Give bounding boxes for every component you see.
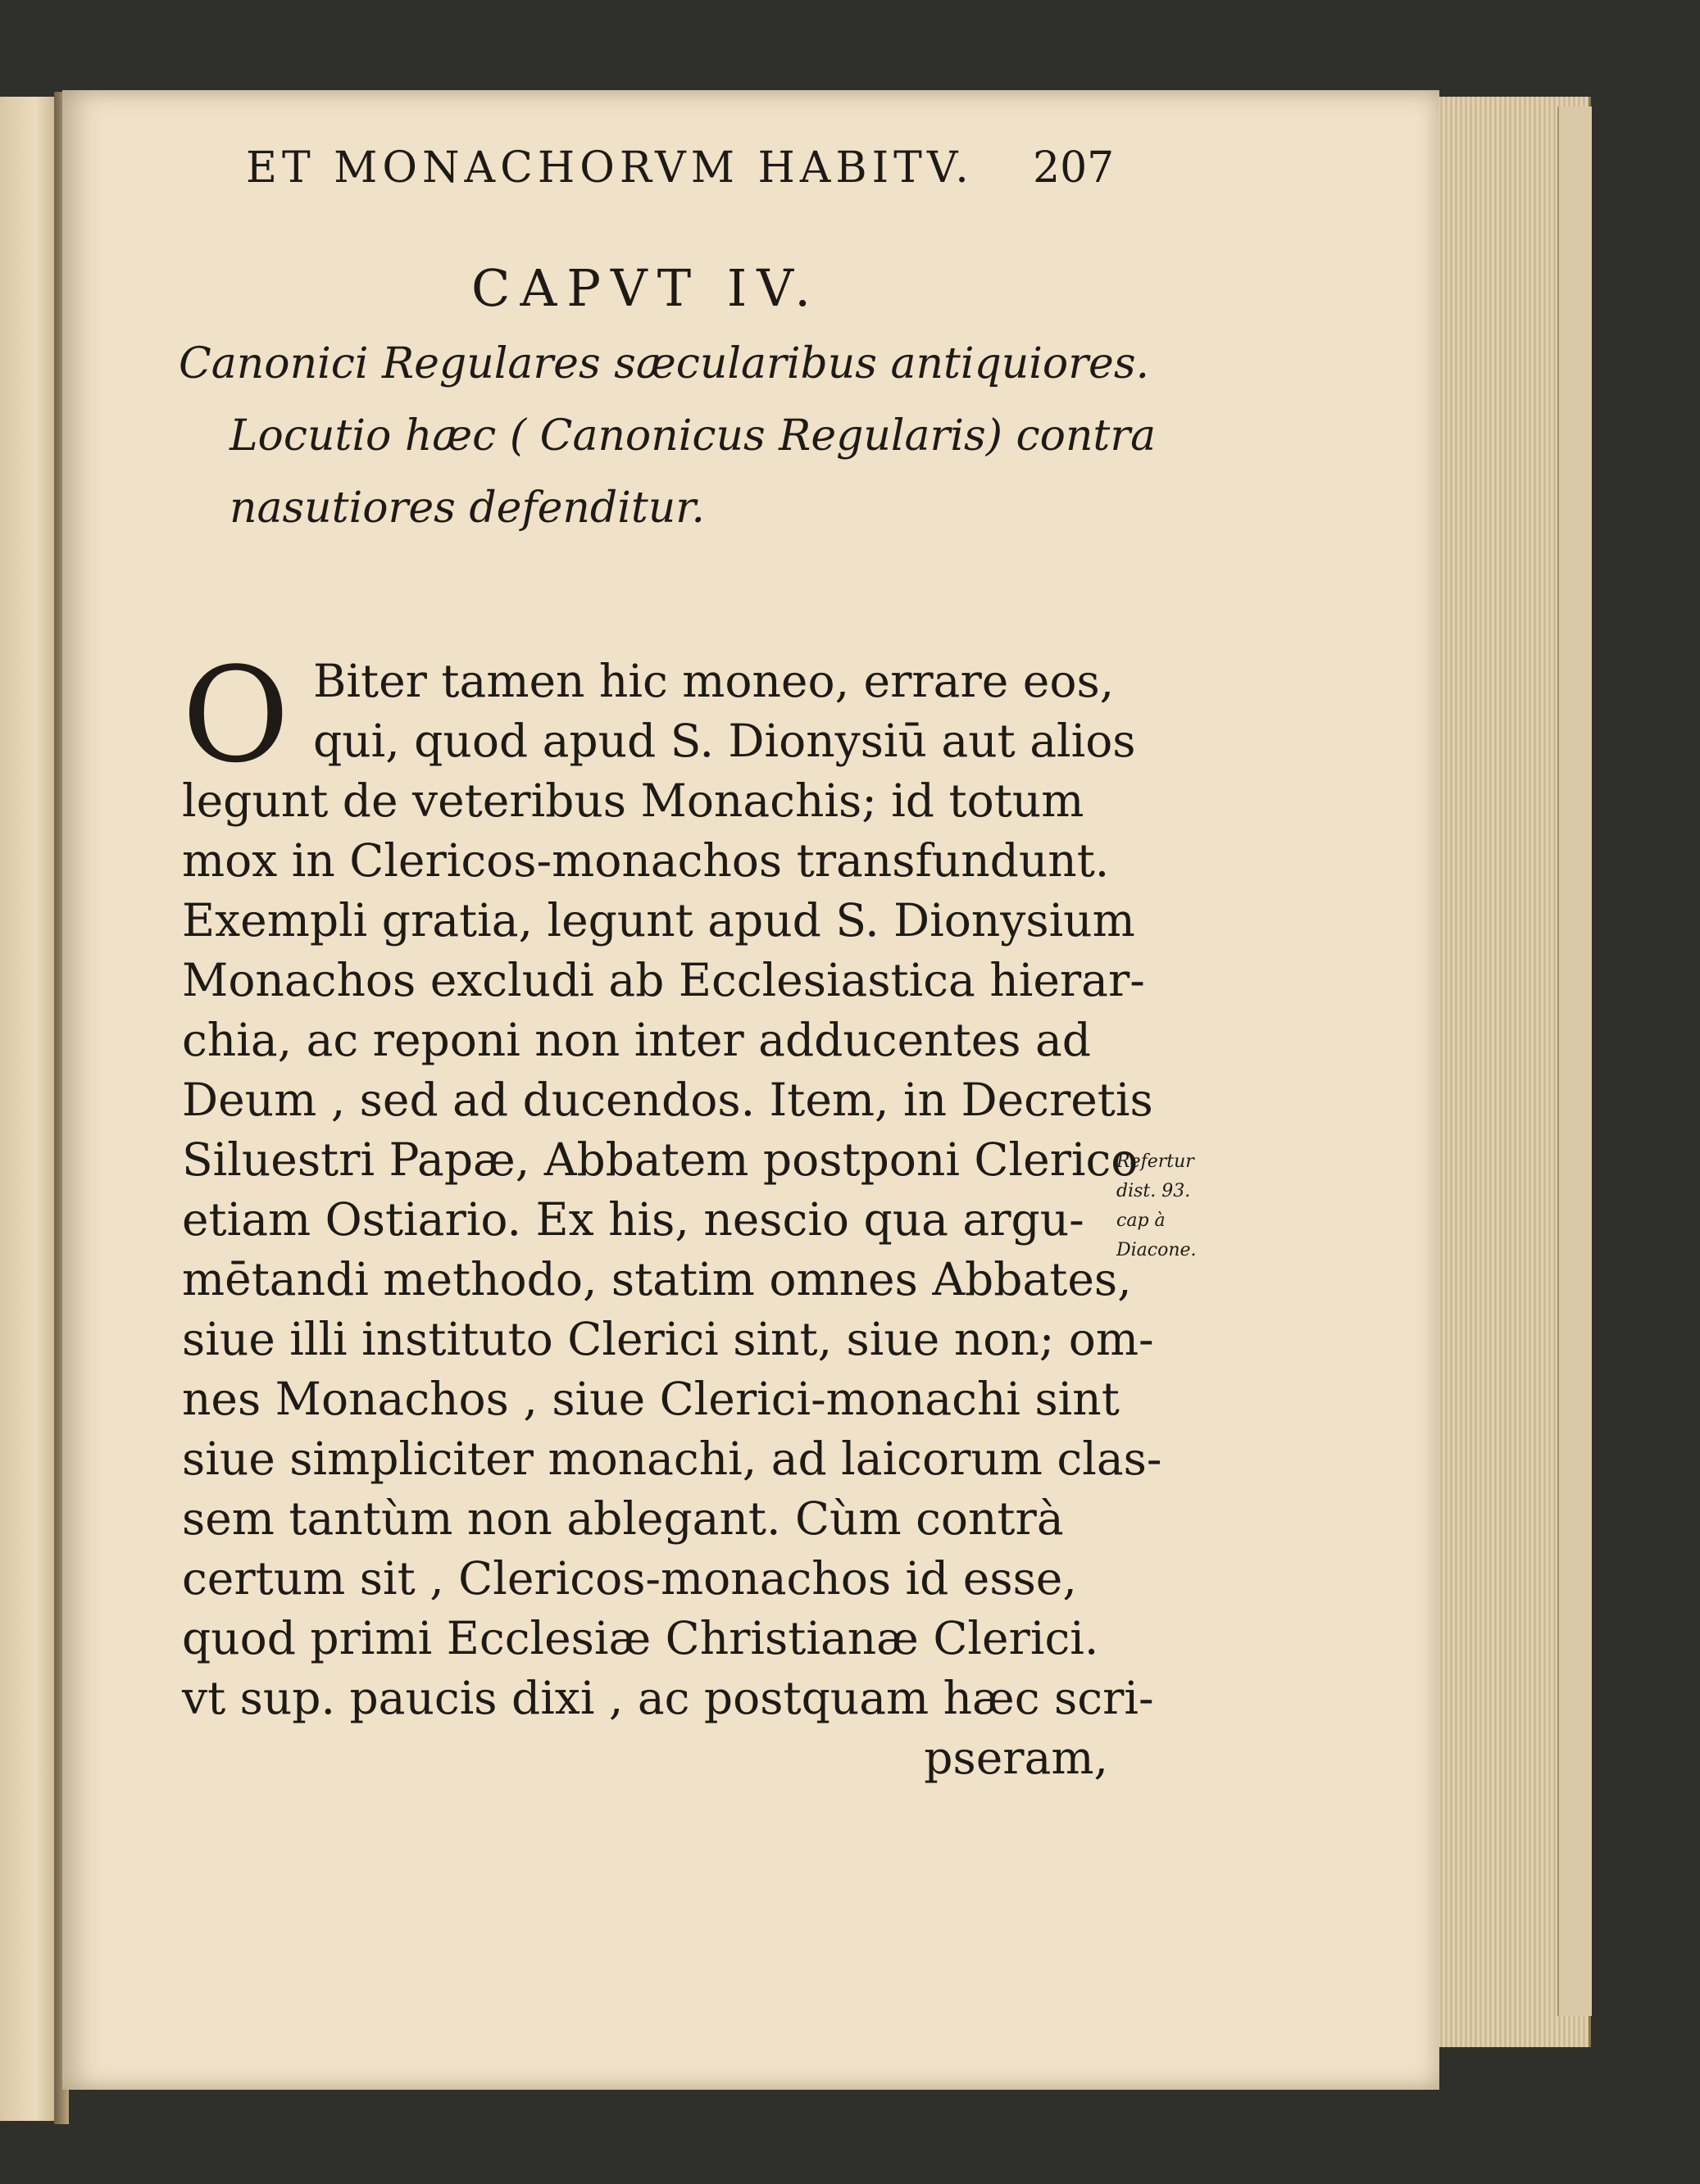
text-line: Biter tamen hic moneo, errare eos, [313, 655, 1115, 707]
summary-line: Canonici Regulares sæcularibus antiquiores. [179, 339, 1150, 388]
text-line: mētandi methodo, statim omnes Abbates, [182, 1253, 1132, 1305]
text-line: Siluestri Papæ, Abbatem postponi Clerico [182, 1133, 1139, 1186]
text-line: Monachos excludi ab Ecclesiastica hierar- [182, 954, 1145, 1006]
text-line: sem tantùm non ablegant. Cùm contrà [182, 1492, 1064, 1545]
chapter-heading: CAPVT IV. [471, 258, 820, 318]
text-line: legunt de veteribus Monachis; id totum [182, 774, 1084, 827]
summary-line: nasutiores defenditur. [230, 484, 705, 533]
drop-cap: O [182, 638, 290, 792]
text-line: quod primi Ecclesiæ Christianæ Clerici. [182, 1612, 1099, 1664]
catchword-line: pseram, [924, 1732, 1108, 1784]
text-line: chia, ac reponi non inter adducentes ad [182, 1014, 1091, 1066]
summary-line: Locutio hæc ( Canonicus Regularis) contra [230, 411, 1157, 461]
text-line: siue illi instituto Clerici sint, siue non; om- [182, 1313, 1154, 1365]
page-header [180, 143, 1148, 209]
text-line: mox in Clericos-monachos transfundunt. [182, 834, 1110, 887]
marginal-note [1116, 1147, 1215, 1265]
text-line: Deum , sed ad ducendos. Item, in Decretis [182, 1074, 1153, 1126]
marginal-note-line: dist. 93. [1116, 1181, 1191, 1201]
running-head: ET MONACHORVM HABITV. [246, 143, 974, 193]
text-line: etiam Ostiario. Ex his, nescio qua argu- [182, 1193, 1084, 1246]
book-cover-edge [1557, 107, 1592, 2016]
marginal-note-line: cap à [1116, 1210, 1166, 1231]
page-number: 207 [1033, 143, 1115, 193]
text-line: nes Monachos , siue Clerici-monachi sint [182, 1373, 1120, 1425]
chapter-summary [179, 328, 1162, 544]
left-facing-page-edge [0, 97, 61, 2121]
text-line: qui, quod apud S. Dionysiū aut alios [313, 715, 1136, 767]
text-line: certum sit , Clericos-monachos id esse, [182, 1552, 1077, 1605]
text-line: Exempli gratia, legunt apud S. Dionysium [182, 894, 1135, 947]
marginal-note-line: Refertur [1116, 1151, 1194, 1172]
marginal-note-line: Diacone. [1116, 1240, 1197, 1260]
text-line: siue simpliciter monachi, ad laicorum clas- [182, 1433, 1162, 1485]
text-line: vt sup. paucis dixi , ac postquam hæc scri- [182, 1672, 1154, 1724]
